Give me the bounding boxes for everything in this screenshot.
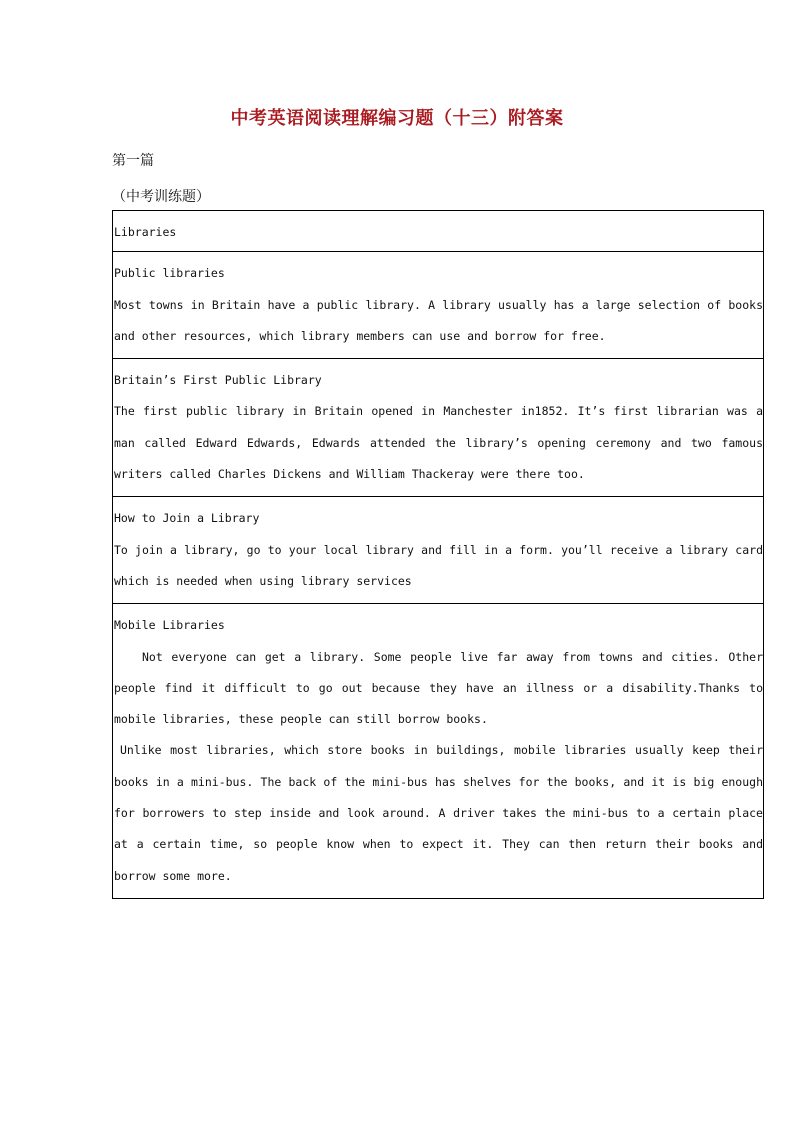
public-libraries-cell [113,252,764,359]
join-library-heading: How to Join a Library [114,511,260,526]
mobile-libraries-paragraph-2: Unlike most libraries, which store books in buildings, mobile libraries usually keep their books in a mini-bus. The back of the mini-bus has shelves for the books, and it is big enough for borrowers to step inside and look around. A driver takes the mini-bus to a certain place at a certain time, so people know when to expect it. They can then return their books and borrow some more. [114,743,763,883]
public-libraries-heading: Public libraries [114,266,225,281]
first-library-heading: Britain’s First Public Library [114,373,322,388]
table-header-cell [113,211,764,252]
table-row [113,604,764,899]
reading-table [112,210,764,899]
public-libraries-text: Most towns in Britain have a public library. A library usually has a large selection of books and other resources, which library members can use and borrow for free. [114,297,763,343]
part-label: 第一篇 [112,153,154,169]
mobile-libraries-paragraph-1: Not everyone can get a library. Some people live far away from towns and cities. Other people find it difficult to go out because they have an illness or a disability.Thanks to mobile libraries, these people can still borrow books. [114,649,763,727]
document-title: 中考英语阅读理解编习题（十三）附答案 [230,108,564,129]
mobile-libraries-heading: Mobile Libraries [114,618,225,633]
table-row [113,252,764,359]
table-row [113,497,764,604]
join-library-cell [113,497,764,604]
table-header: Libraries [114,225,177,239]
first-library-cell [113,359,764,497]
source-label: （中考训练题） [112,189,210,205]
table-row [113,359,764,497]
first-library-text: The first public library in Britain opened in Manchester in1852. It’s first librarian was a man called Edward Edwards, Edwards attended the library’s opening ceremony and two famous writers called Charles Dickens and William Thackeray were there too. [114,404,763,482]
mobile-libraries-cell [113,604,764,899]
join-library-text: To join a library, go to your local library and fill in a form. you’ll receive a library card which is needed when using library services [114,542,763,588]
table-row [113,211,764,252]
